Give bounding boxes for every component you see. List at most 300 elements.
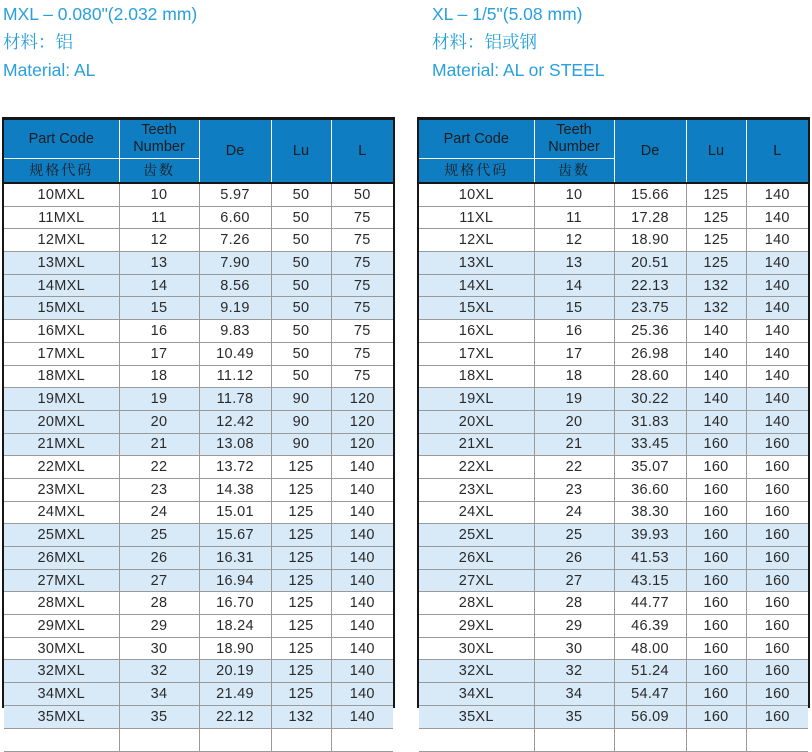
table-row (419, 547, 808, 570)
table-row (4, 274, 393, 297)
cell: 15 (119, 297, 199, 320)
cell: 34MXL (4, 683, 119, 706)
cell: 20.19 (199, 660, 271, 683)
table-row (419, 478, 808, 501)
table-row (4, 569, 393, 592)
cell: 50 (331, 183, 393, 206)
cell: 160 (746, 501, 808, 524)
table-row (419, 365, 808, 388)
cell: 13XL (419, 252, 534, 275)
cell: 6.60 (199, 206, 271, 229)
cell: 13.72 (199, 456, 271, 479)
xl-table-header (419, 120, 808, 183)
cell: 11.78 (199, 388, 271, 411)
cell: 36.60 (614, 478, 686, 501)
cell: 125 (271, 637, 331, 660)
cell: 140 (746, 297, 808, 320)
table-row (419, 660, 808, 683)
cell: 140 (331, 524, 393, 547)
cell: 23.75 (614, 297, 686, 320)
cell: 75 (331, 297, 393, 320)
header-part-code-cn: 规格代码 (4, 159, 119, 184)
cell: 18XL (419, 365, 534, 388)
table-row (419, 705, 808, 728)
header-de: De (199, 120, 271, 183)
cell: 48.00 (614, 637, 686, 660)
header-part-code: Part Code (419, 120, 534, 159)
cell: 11XL (419, 206, 534, 229)
cell: 12.42 (199, 410, 271, 433)
cell: 140 (331, 501, 393, 524)
cell: 12MXL (4, 229, 119, 252)
cell: 28 (534, 592, 614, 615)
table-row (4, 683, 393, 706)
cell: 43.15 (614, 569, 686, 592)
cell: 22.13 (614, 274, 686, 297)
cell: 22XL (419, 456, 534, 479)
cell: 50 (271, 229, 331, 252)
cell: 22 (534, 456, 614, 479)
cell: 38.30 (614, 501, 686, 524)
header-teeth-number: Teeth Number (119, 120, 199, 159)
table-row (419, 569, 808, 592)
cell: 160 (686, 637, 746, 660)
cell: 28.60 (614, 365, 686, 388)
cell: 50 (271, 183, 331, 206)
cell: 120 (331, 388, 393, 411)
cell: 24 (119, 501, 199, 524)
cell: 21XL (419, 433, 534, 456)
cell: 9.83 (199, 320, 271, 343)
cell: 32XL (419, 660, 534, 683)
cell: 140 (746, 342, 808, 365)
cell: 14XL (419, 274, 534, 297)
cell: 12 (119, 229, 199, 252)
cell: 41.53 (614, 547, 686, 570)
cell: 22MXL (4, 456, 119, 479)
cell: 20 (119, 410, 199, 433)
cell: 75 (331, 229, 393, 252)
cell: 75 (331, 252, 393, 275)
cell: 28XL (419, 592, 534, 615)
cell: 160 (686, 705, 746, 728)
cell: 160 (746, 637, 808, 660)
table-row (4, 637, 393, 660)
cell: 23MXL (4, 478, 119, 501)
table-row (4, 320, 393, 343)
table-row (419, 637, 808, 660)
cell: 14 (534, 274, 614, 297)
cell: 90 (271, 388, 331, 411)
cell: 24MXL (4, 501, 119, 524)
cell: 125 (271, 478, 331, 501)
table-row (4, 206, 393, 229)
cell: 140 (331, 705, 393, 728)
table-row (4, 705, 393, 728)
cell: 51.24 (614, 660, 686, 683)
cell: 90 (271, 410, 331, 433)
cell: 125 (271, 683, 331, 706)
cell: 26.98 (614, 342, 686, 365)
table-row (4, 547, 393, 570)
cell: 9.19 (199, 297, 271, 320)
cell: 160 (686, 547, 746, 570)
cell: 18 (534, 365, 614, 388)
cell: 29XL (419, 615, 534, 638)
xl-series-title: XL – 1/5"(5.08 mm) (432, 4, 583, 24)
cell: 140 (746, 320, 808, 343)
cell: 16.31 (199, 547, 271, 570)
cell: 160 (746, 660, 808, 683)
cell: 50 (271, 320, 331, 343)
cell: 125 (686, 206, 746, 229)
cell: 29 (534, 615, 614, 638)
cell: 16 (534, 320, 614, 343)
cell: 54.47 (614, 683, 686, 706)
table-row (4, 660, 393, 683)
cell: 5.97 (199, 183, 271, 206)
cell: 23XL (419, 478, 534, 501)
cell: 22 (119, 456, 199, 479)
cell: 25MXL (4, 524, 119, 547)
cell: 160 (746, 547, 808, 570)
table-row (419, 524, 808, 547)
cell: 34XL (419, 683, 534, 706)
cell: 140 (746, 206, 808, 229)
header-lu: Lu (686, 120, 746, 183)
mxl-material-en: Material: AL (3, 60, 96, 80)
cell: 75 (331, 342, 393, 365)
cell: 140 (331, 478, 393, 501)
cell: 16XL (419, 320, 534, 343)
cell: 23 (119, 478, 199, 501)
cell: 7.90 (199, 252, 271, 275)
table-row (4, 592, 393, 615)
table-row (419, 297, 808, 320)
cell: 125 (271, 660, 331, 683)
cell: 15 (534, 297, 614, 320)
table-row (4, 501, 393, 524)
cell: 125 (271, 569, 331, 592)
table-row (4, 615, 393, 638)
cell: 19XL (419, 388, 534, 411)
mxl-spec-table (4, 120, 393, 752)
cell: 132 (686, 297, 746, 320)
table-row (4, 478, 393, 501)
cell: 125 (686, 183, 746, 206)
cell: 160 (746, 615, 808, 638)
cell: 19 (534, 388, 614, 411)
cell: 21 (119, 433, 199, 456)
table-row (419, 410, 808, 433)
cell: 140 (686, 342, 746, 365)
cell: 35 (119, 705, 199, 728)
header-de: De (614, 120, 686, 183)
table-row (419, 592, 808, 615)
cell: 18MXL (4, 365, 119, 388)
cell: 50 (271, 365, 331, 388)
cell: 35 (534, 705, 614, 728)
cell: 35MXL (4, 705, 119, 728)
cell: 140 (331, 592, 393, 615)
cell: 28MXL (4, 592, 119, 615)
cell: 26 (119, 547, 199, 570)
cell: 12XL (419, 229, 534, 252)
cell: 18.90 (199, 637, 271, 660)
cell: 15XL (419, 297, 534, 320)
cell: 31.83 (614, 410, 686, 433)
cell: 15.67 (199, 524, 271, 547)
table-row (419, 229, 808, 252)
cell: 8.56 (199, 274, 271, 297)
xl-material-cn: 材料：铝或钢 (432, 32, 537, 52)
mxl-material-cn: 材料：铝 (3, 32, 73, 52)
cell: 125 (271, 501, 331, 524)
cell: 160 (686, 501, 746, 524)
cell: 160 (686, 592, 746, 615)
cell: 33.45 (614, 433, 686, 456)
table-row (4, 433, 393, 456)
cell: 160 (686, 683, 746, 706)
cell: 34 (534, 683, 614, 706)
cell: 160 (686, 433, 746, 456)
cell: 20MXL (4, 410, 119, 433)
header-teeth-number: Teeth Number (534, 120, 614, 159)
cell: 30 (119, 637, 199, 660)
cell: 11 (119, 206, 199, 229)
cell: 46.39 (614, 615, 686, 638)
cell: 14MXL (4, 274, 119, 297)
cell: 160 (686, 569, 746, 592)
cell: 140 (331, 547, 393, 570)
header-l: L (746, 120, 808, 183)
xl-table-body (419, 183, 808, 751)
cell: 75 (331, 206, 393, 229)
cell: 23 (534, 478, 614, 501)
table-row (419, 252, 808, 275)
xl-material-en: Material: AL or STEEL (432, 60, 605, 80)
cell: 140 (746, 229, 808, 252)
cell: 140 (331, 456, 393, 479)
xl-title-block (432, 0, 604, 84)
table-row (4, 365, 393, 388)
cell: 140 (331, 660, 393, 683)
cell: 160 (686, 660, 746, 683)
cell: 50 (271, 342, 331, 365)
cell: 140 (746, 365, 808, 388)
cell: 22.12 (199, 705, 271, 728)
header-part-code: Part Code (4, 120, 119, 159)
cell: 21MXL (4, 433, 119, 456)
table-row (419, 388, 808, 411)
cell: 13 (119, 252, 199, 275)
table-row (419, 206, 808, 229)
cell: 56.09 (614, 705, 686, 728)
cell: 27 (534, 569, 614, 592)
table-row (4, 456, 393, 479)
cell: 18.90 (614, 229, 686, 252)
mxl-series-title: MXL – 0.080"(2.032 mm) (3, 4, 198, 24)
cell: 25 (119, 524, 199, 547)
xl-table (417, 117, 810, 725)
cell: 75 (331, 320, 393, 343)
header-lu: Lu (271, 120, 331, 183)
cell: 19MXL (4, 388, 119, 411)
cell: 30 (534, 637, 614, 660)
table-row (4, 252, 393, 275)
table-row (4, 342, 393, 365)
table-row (4, 410, 393, 433)
cell: 35XL (419, 705, 534, 728)
cell: 160 (746, 456, 808, 479)
cell: 160 (746, 433, 808, 456)
cell: 10XL (419, 183, 534, 206)
header-part-code-cn: 规格代码 (419, 159, 534, 184)
cell: 26XL (419, 547, 534, 570)
cell: 90 (271, 433, 331, 456)
cell: 14.38 (199, 478, 271, 501)
cell: 17MXL (4, 342, 119, 365)
cell: 160 (746, 705, 808, 728)
cell: 30MXL (4, 637, 119, 660)
cell: 160 (746, 569, 808, 592)
cell: 17XL (419, 342, 534, 365)
cell: 140 (331, 683, 393, 706)
cell: 24XL (419, 501, 534, 524)
cell: 25XL (419, 524, 534, 547)
cell: 32 (534, 660, 614, 683)
cell: 26 (534, 547, 614, 570)
cell: 32 (119, 660, 199, 683)
table-row-partial (4, 728, 393, 751)
cell: 140 (746, 252, 808, 275)
cell: 140 (746, 274, 808, 297)
header-teeth-number-cn: 齿数 (119, 159, 199, 184)
cell: 160 (686, 456, 746, 479)
header-teeth-number-cn: 齿数 (534, 159, 614, 184)
cell: 26MXL (4, 547, 119, 570)
cell: 19 (119, 388, 199, 411)
cell: 39.93 (614, 524, 686, 547)
cell: 125 (271, 592, 331, 615)
cell: 10MXL (4, 183, 119, 206)
cell: 125 (271, 547, 331, 570)
cell: 160 (746, 683, 808, 706)
cell: 140 (686, 388, 746, 411)
cell: 132 (271, 705, 331, 728)
cell: 140 (686, 365, 746, 388)
header-l: L (331, 120, 393, 183)
cell: 16MXL (4, 320, 119, 343)
cell: 20 (534, 410, 614, 433)
cell: 140 (686, 320, 746, 343)
cell: 7.26 (199, 229, 271, 252)
table-row (419, 183, 808, 206)
cell: 35.07 (614, 456, 686, 479)
table-row (4, 297, 393, 320)
cell: 29MXL (4, 615, 119, 638)
cell: 10 (534, 183, 614, 206)
cell: 14 (119, 274, 199, 297)
cell: 18 (119, 365, 199, 388)
table-row (419, 615, 808, 638)
cell: 44.77 (614, 592, 686, 615)
cell: 120 (331, 410, 393, 433)
cell: 20XL (419, 410, 534, 433)
cell: 25.36 (614, 320, 686, 343)
table-row (4, 229, 393, 252)
table-row (419, 342, 808, 365)
cell: 10 (119, 183, 199, 206)
cell: 140 (331, 615, 393, 638)
cell: 125 (686, 229, 746, 252)
table-row (419, 456, 808, 479)
table-row (419, 501, 808, 524)
cell: 50 (271, 274, 331, 297)
cell: 11.12 (199, 365, 271, 388)
mxl-table-header (4, 120, 393, 183)
cell: 10.49 (199, 342, 271, 365)
cell: 125 (271, 524, 331, 547)
cell: 18.24 (199, 615, 271, 638)
cell: 160 (686, 478, 746, 501)
xl-spec-table (419, 120, 808, 752)
cell: 29 (119, 615, 199, 638)
cell: 27MXL (4, 569, 119, 592)
cell: 75 (331, 274, 393, 297)
cell: 16 (119, 320, 199, 343)
table-row (419, 433, 808, 456)
table-row (419, 320, 808, 343)
table-row (4, 524, 393, 547)
cell: 160 (746, 592, 808, 615)
cell: 25 (534, 524, 614, 547)
cell: 11 (534, 206, 614, 229)
cell: 21 (534, 433, 614, 456)
table-row (4, 388, 393, 411)
cell: 11MXL (4, 206, 119, 229)
cell: 140 (746, 388, 808, 411)
table-row (419, 683, 808, 706)
cell: 50 (271, 252, 331, 275)
cell: 140 (686, 410, 746, 433)
cell: 13MXL (4, 252, 119, 275)
cell: 160 (746, 524, 808, 547)
cell: 160 (686, 524, 746, 547)
cell: 20.51 (614, 252, 686, 275)
mxl-title-block (3, 0, 197, 84)
cell: 160 (686, 615, 746, 638)
cell: 17.28 (614, 206, 686, 229)
cell: 15.01 (199, 501, 271, 524)
cell: 125 (271, 456, 331, 479)
cell: 30XL (419, 637, 534, 660)
cell: 12 (534, 229, 614, 252)
cell: 140 (331, 569, 393, 592)
cell: 140 (331, 637, 393, 660)
mxl-table (2, 117, 395, 725)
cell: 15MXL (4, 297, 119, 320)
cell: 17 (534, 342, 614, 365)
cell: 34 (119, 683, 199, 706)
cell: 16.70 (199, 592, 271, 615)
cell: 13.08 (199, 433, 271, 456)
cell: 17 (119, 342, 199, 365)
table-row-partial (419, 728, 808, 751)
cell: 13 (534, 252, 614, 275)
cell: 15.66 (614, 183, 686, 206)
table-row (419, 274, 808, 297)
